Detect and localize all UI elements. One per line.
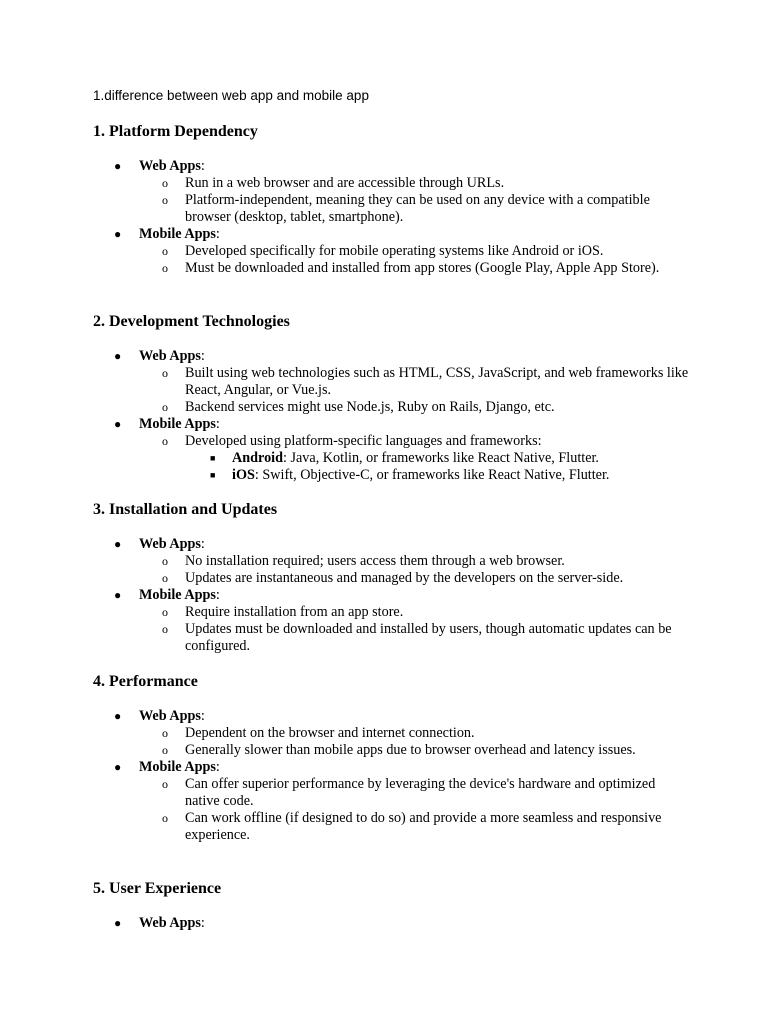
sub-list (139, 365, 693, 416)
section-installation-and-updates (93, 500, 693, 655)
item-label: Web Apps (139, 348, 201, 364)
circle-bullet-icon: o (162, 244, 168, 258)
sub-list (139, 175, 693, 226)
bullet-dot-icon: ● (114, 588, 122, 602)
item-label: Mobile Apps (139, 226, 216, 242)
bullet-dot-icon: ● (114, 159, 122, 173)
list-item: ● Mobile Apps: o Can offer superior performance by leveraging the device's hardware and optimized native code. o Can work offline (if designed to do so) and provide a more seamless and responsive experience. (93, 759, 693, 844)
bullet-list (93, 915, 693, 932)
sub-list-item: o Updates are instantaneous and managed by the developers on the server-side. (162, 570, 624, 586)
list-item: ● Mobile Apps: o Developed using platform-specific languages and frameworks: ■ Android: Java, Kotlin, or frameworks like React Native, Flutter. ■ iOS: Swift, Objective-C, or frameworks like React Native, Flutter. (93, 416, 693, 484)
circle-bullet-icon: o (162, 554, 168, 568)
sub-list-item: o Can work offline (if designed to do so) and provide a more seamless and responsive experience. (162, 810, 662, 843)
circle-bullet-icon: o (162, 434, 168, 448)
list-item: ● Web Apps: (114, 915, 205, 931)
bullet-dot-icon: ● (114, 537, 122, 551)
platform-label: iOS (232, 467, 255, 483)
bullet-list (93, 536, 693, 655)
sub-list-item: o Platform-independent, meaning they can be used on any device with a compatible browser (desktop, tablet, smartphone). (162, 192, 650, 225)
platform-label: Android (232, 450, 283, 466)
sub-list-item: o Backend services might use Node.js, Ruby on Rails, Django, etc. (162, 399, 555, 415)
sub-list-item: o Built using web technologies such as HTML, CSS, JavaScript, and web frameworks like React, Angular, or Vue.js. (162, 365, 689, 398)
circle-bullet-icon: o (162, 400, 168, 414)
section-platform-dependency (93, 122, 693, 277)
sub-list-item: o Developed using platform-specific languages and frameworks: ■ Android: Java, Kotlin, or frameworks like React Native, Flutter. ■ iOS: Swift, Objective-C, or frameworks like React Native, Flutter. (139, 433, 693, 484)
circle-bullet-icon: o (162, 777, 168, 791)
bullet-dot-icon: ● (114, 227, 122, 241)
item-label: Mobile Apps (139, 416, 216, 432)
list-item: ● Web Apps: o Run in a web browser and are accessible through URLs. o Platform-independent, meaning they can be used on any device with a compatible browser (desktop, tablet, smartphone). (93, 158, 693, 226)
sub-list-item: o Run in a web browser and are accessible through URLs. (162, 175, 505, 191)
sub-list-item: o No installation required; users access them through a web browser. (162, 553, 565, 569)
circle-bullet-icon: o (162, 571, 168, 585)
intro-line: 1.difference between web app and mobile app (93, 88, 369, 103)
item-label: Web Apps (139, 536, 201, 552)
list-item: ● Web Apps: o No installation required; users access them through a web browser. o Updates are instantaneous and managed by the developers on the server-side. (93, 536, 693, 587)
sub-list-item: o Dependent on the browser and internet connection. (162, 725, 475, 741)
item-label: Web Apps (139, 158, 201, 174)
circle-bullet-icon: o (162, 176, 168, 190)
item-label: Mobile Apps (139, 587, 216, 603)
sub-list-item: o Require installation from an app store. (162, 604, 404, 620)
item-label: Web Apps (139, 708, 201, 724)
bullet-dot-icon: ● (114, 916, 122, 930)
circle-bullet-icon: o (162, 726, 168, 740)
sub-list (139, 553, 693, 587)
circle-bullet-icon: o (162, 193, 168, 207)
square-bullet-icon: ■ (210, 453, 216, 463)
list-item: ● Web Apps: o Built using web technologies such as HTML, CSS, JavaScript, and web frameworks like React, Angular, or Vue.js. o Backend services might use Node.js, Ruby on Rails, Django, etc. (93, 348, 693, 416)
sub-sub-list-item: ■ Android: Java, Kotlin, or frameworks like React Native, Flutter. (210, 450, 599, 466)
section-title: 1. Platform Dependency (93, 123, 258, 140)
sub-sub-list-item: ■ iOS: Swift, Objective-C, or frameworks like React Native, Flutter. (210, 467, 610, 483)
section-title: 4. Performance (93, 673, 198, 690)
item-label: Web Apps (139, 915, 201, 931)
bullet-dot-icon: ● (114, 760, 122, 774)
bullet-dot-icon: ● (114, 709, 122, 723)
sub-list (139, 604, 693, 655)
sub-list-item: o Can offer superior performance by leveraging the device's hardware and optimized native code. (162, 776, 656, 809)
bullet-list (93, 708, 693, 844)
bullet-dot-icon: ● (114, 417, 122, 431)
section-title: 2. Development Technologies (93, 313, 290, 330)
bullet-dot-icon: ● (114, 349, 122, 363)
circle-bullet-icon: o (162, 743, 168, 757)
list-item: ● Mobile Apps: o Require installation from an app store. o Updates must be downloaded and installed by users, though automatic updates can be configured. (93, 587, 693, 655)
sub-list-item: o Generally slower than mobile apps due to browser overhead and latency issues. (162, 742, 636, 758)
circle-bullet-icon: o (162, 605, 168, 619)
sub-list (139, 433, 693, 484)
circle-bullet-icon: o (162, 366, 168, 380)
sub-list-item: o Must be downloaded and installed from app stores (Google Play, Apple App Store). (162, 260, 660, 276)
circle-bullet-icon: o (162, 261, 168, 275)
item-label: Mobile Apps (139, 759, 216, 775)
section-title: 5. User Experience (93, 880, 222, 897)
square-bullet-icon: ■ (210, 470, 216, 480)
circle-bullet-icon: o (162, 811, 168, 825)
section-performance (93, 672, 693, 844)
sub-list (139, 776, 693, 844)
list-item: ● Web Apps: o Dependent on the browser and internet connection. o Generally slower than mobile apps due to browser overhead and latency issues. (93, 708, 693, 759)
sub-list (139, 725, 693, 759)
bullet-list (93, 158, 693, 277)
list-item: ● Mobile Apps: o Developed specifically for mobile operating systems like Android or iOS. o Must be downloaded and installed from app stores (Google Play, Apple App Store). (93, 226, 693, 277)
sub-list-item: o Developed specifically for mobile operating systems like Android or iOS. (162, 243, 604, 259)
section-title: 3. Installation and Updates (93, 501, 278, 518)
bullet-list (93, 348, 693, 484)
sub-list-item: o Updates must be downloaded and installed by users, though automatic updates can be configured. (162, 621, 672, 654)
sub-sub-list (185, 450, 693, 484)
sub-list (139, 243, 693, 277)
circle-bullet-icon: o (162, 622, 168, 636)
section-user-experience (93, 879, 693, 932)
section-development-technologies (93, 312, 693, 484)
